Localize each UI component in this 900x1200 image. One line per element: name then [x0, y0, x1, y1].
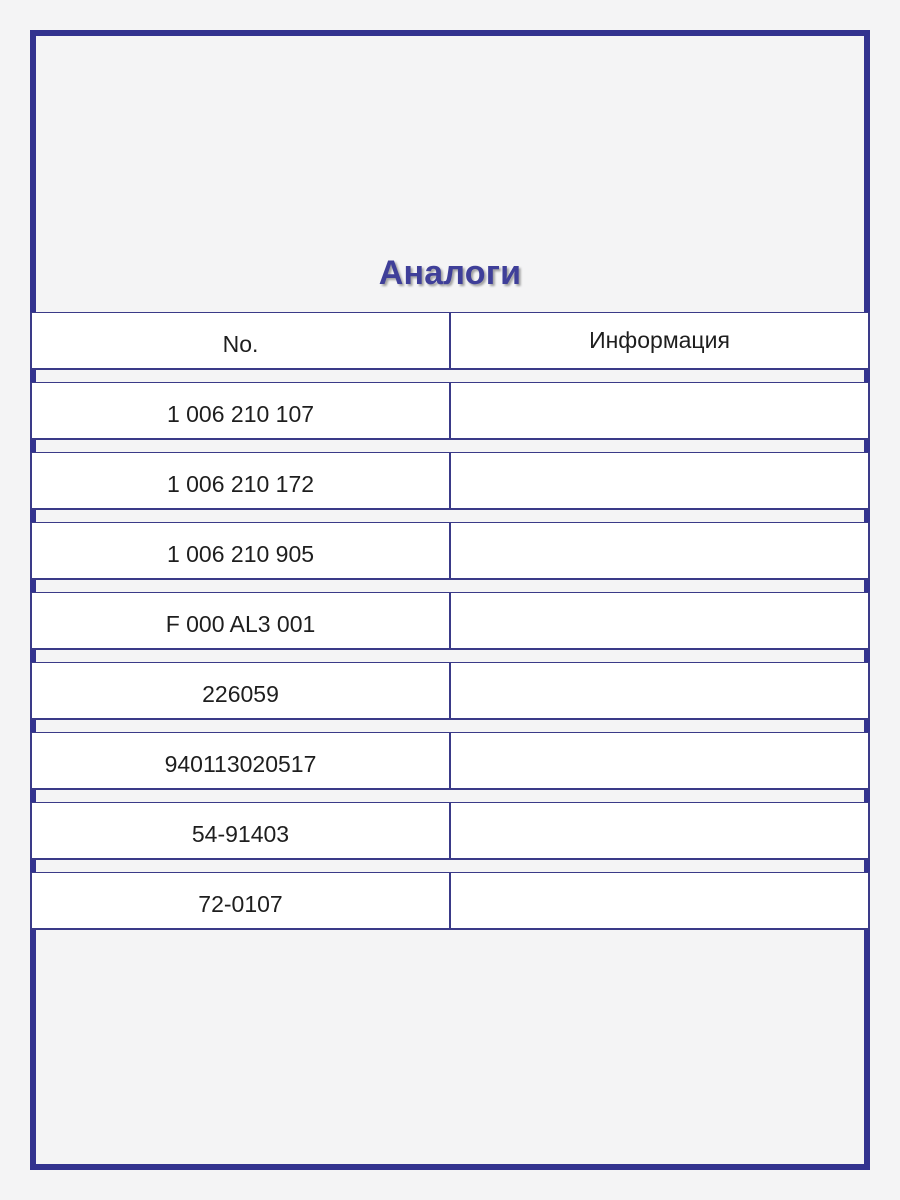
header-info: [450, 313, 870, 368]
table-header-row: [30, 312, 870, 370]
cell-info: [450, 593, 870, 648]
header-no-label: No.: [222, 331, 259, 357]
table-row: [30, 662, 870, 720]
table-row: [30, 732, 870, 790]
cell-info: [450, 733, 870, 788]
cell-info: [450, 523, 870, 578]
table-row: [30, 872, 870, 930]
cell-no-text: 1 006 210 172: [166, 471, 315, 497]
cell-no: [30, 593, 450, 648]
cell-info: [450, 453, 870, 508]
table-row: [30, 452, 870, 510]
cell-no: [30, 383, 450, 438]
cell-no: [30, 873, 450, 928]
table-row: [30, 382, 870, 440]
cell-no: [30, 453, 450, 508]
cell-no-text: 940113020517: [164, 751, 317, 777]
cell-no: [30, 803, 450, 858]
cell-no: [30, 733, 450, 788]
cell-info: [450, 873, 870, 928]
header-info-label: Информация: [589, 327, 730, 353]
cell-info: [450, 383, 870, 438]
table-row: [30, 522, 870, 580]
cell-no-text: 1 006 210 107: [166, 401, 315, 427]
cell-info: [450, 803, 870, 858]
header-no: [30, 313, 450, 368]
page-title: Аналоги: [378, 254, 522, 292]
cell-no-text: 226059: [202, 681, 279, 707]
table-row: [30, 592, 870, 650]
cell-no-text: 54-91403: [191, 821, 290, 847]
cell-no: [30, 663, 450, 718]
cell-no-text: 1 006 210 905: [166, 541, 315, 567]
table-row: [30, 802, 870, 860]
cell-no: [30, 523, 450, 578]
cell-no-text: F 000 AL3 001: [165, 611, 316, 637]
cell-info: [450, 663, 870, 718]
cell-no-text: 72-0107: [198, 891, 283, 917]
